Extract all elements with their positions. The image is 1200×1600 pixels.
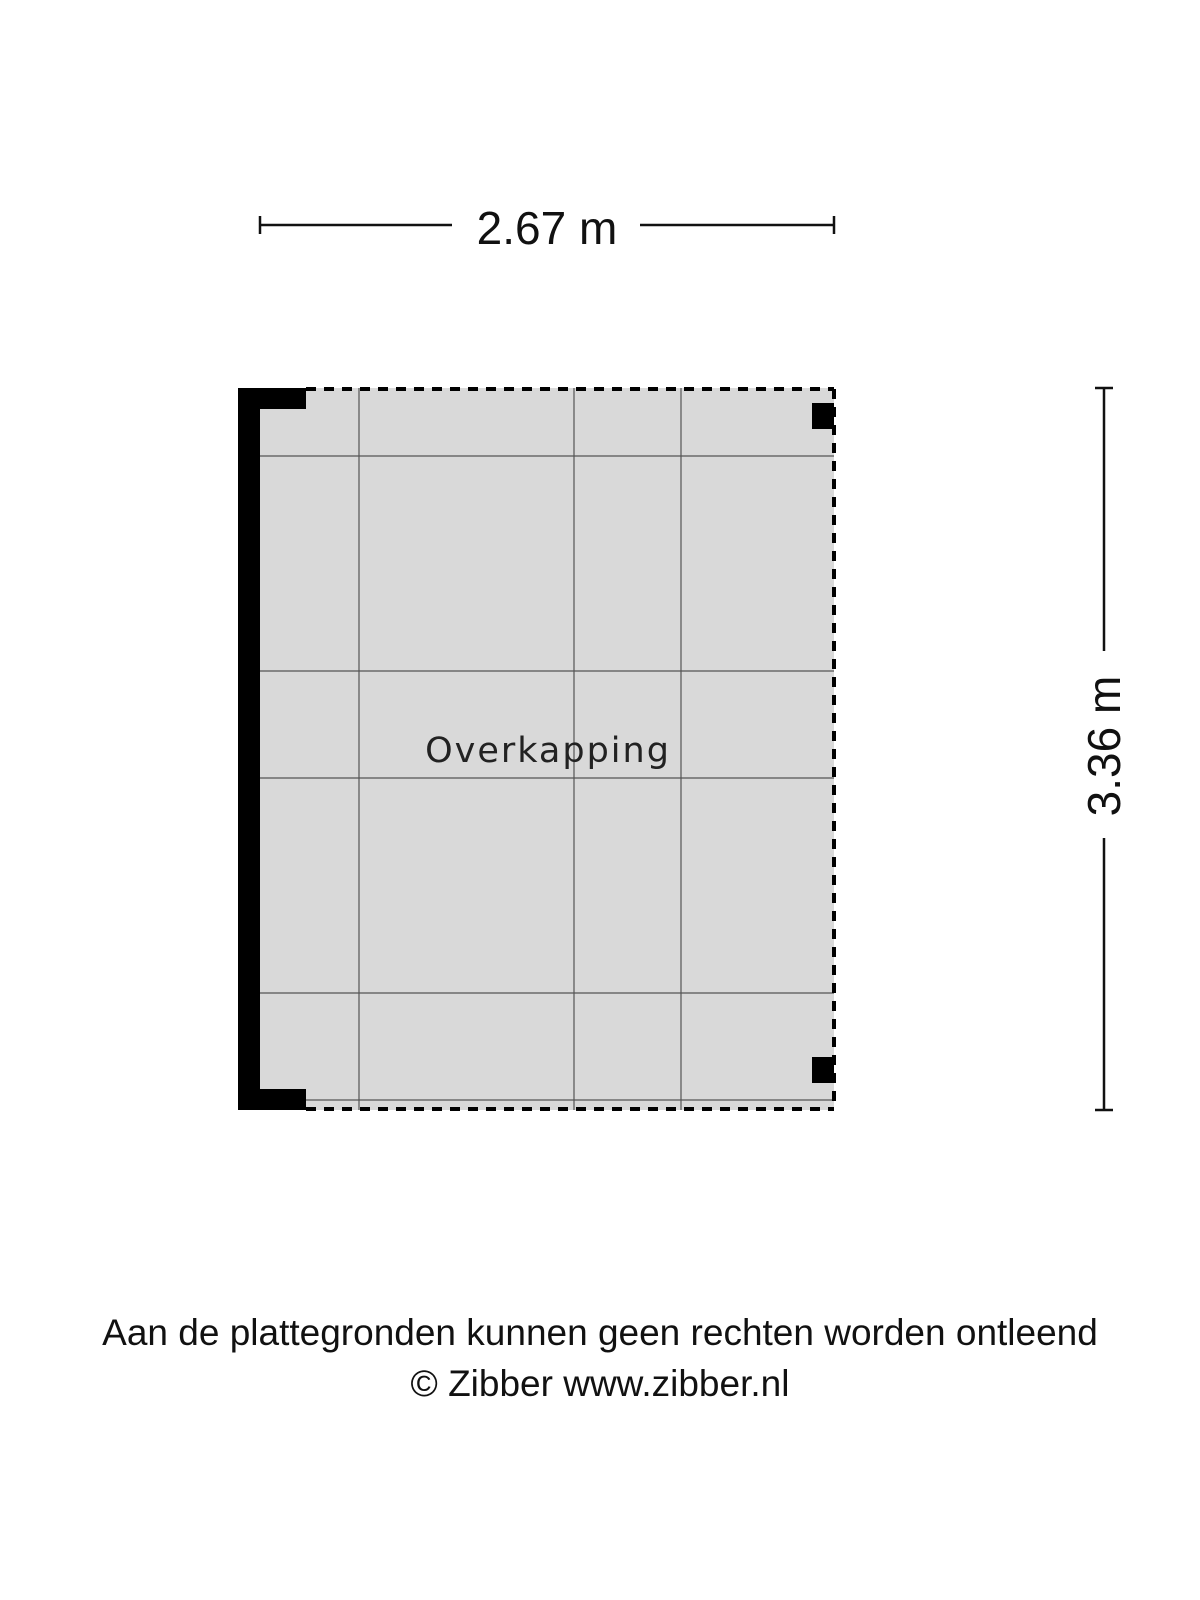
width-dimension [260,202,834,254]
room-overkapping [238,388,834,1110]
copyright-text: © Zibber www.zibber.nl [410,1363,790,1404]
depth-label: 3.36 m [1078,675,1130,817]
room-label: Overkapping [425,731,671,771]
post-top-right [812,403,834,429]
depth-dimension [1078,388,1130,1110]
post-bottom-right [812,1057,834,1083]
width-label: 2.67 m [476,202,618,254]
disclaimer-text: Aan de plattegronden kunnen geen rechten worden ontleend [102,1312,1098,1353]
